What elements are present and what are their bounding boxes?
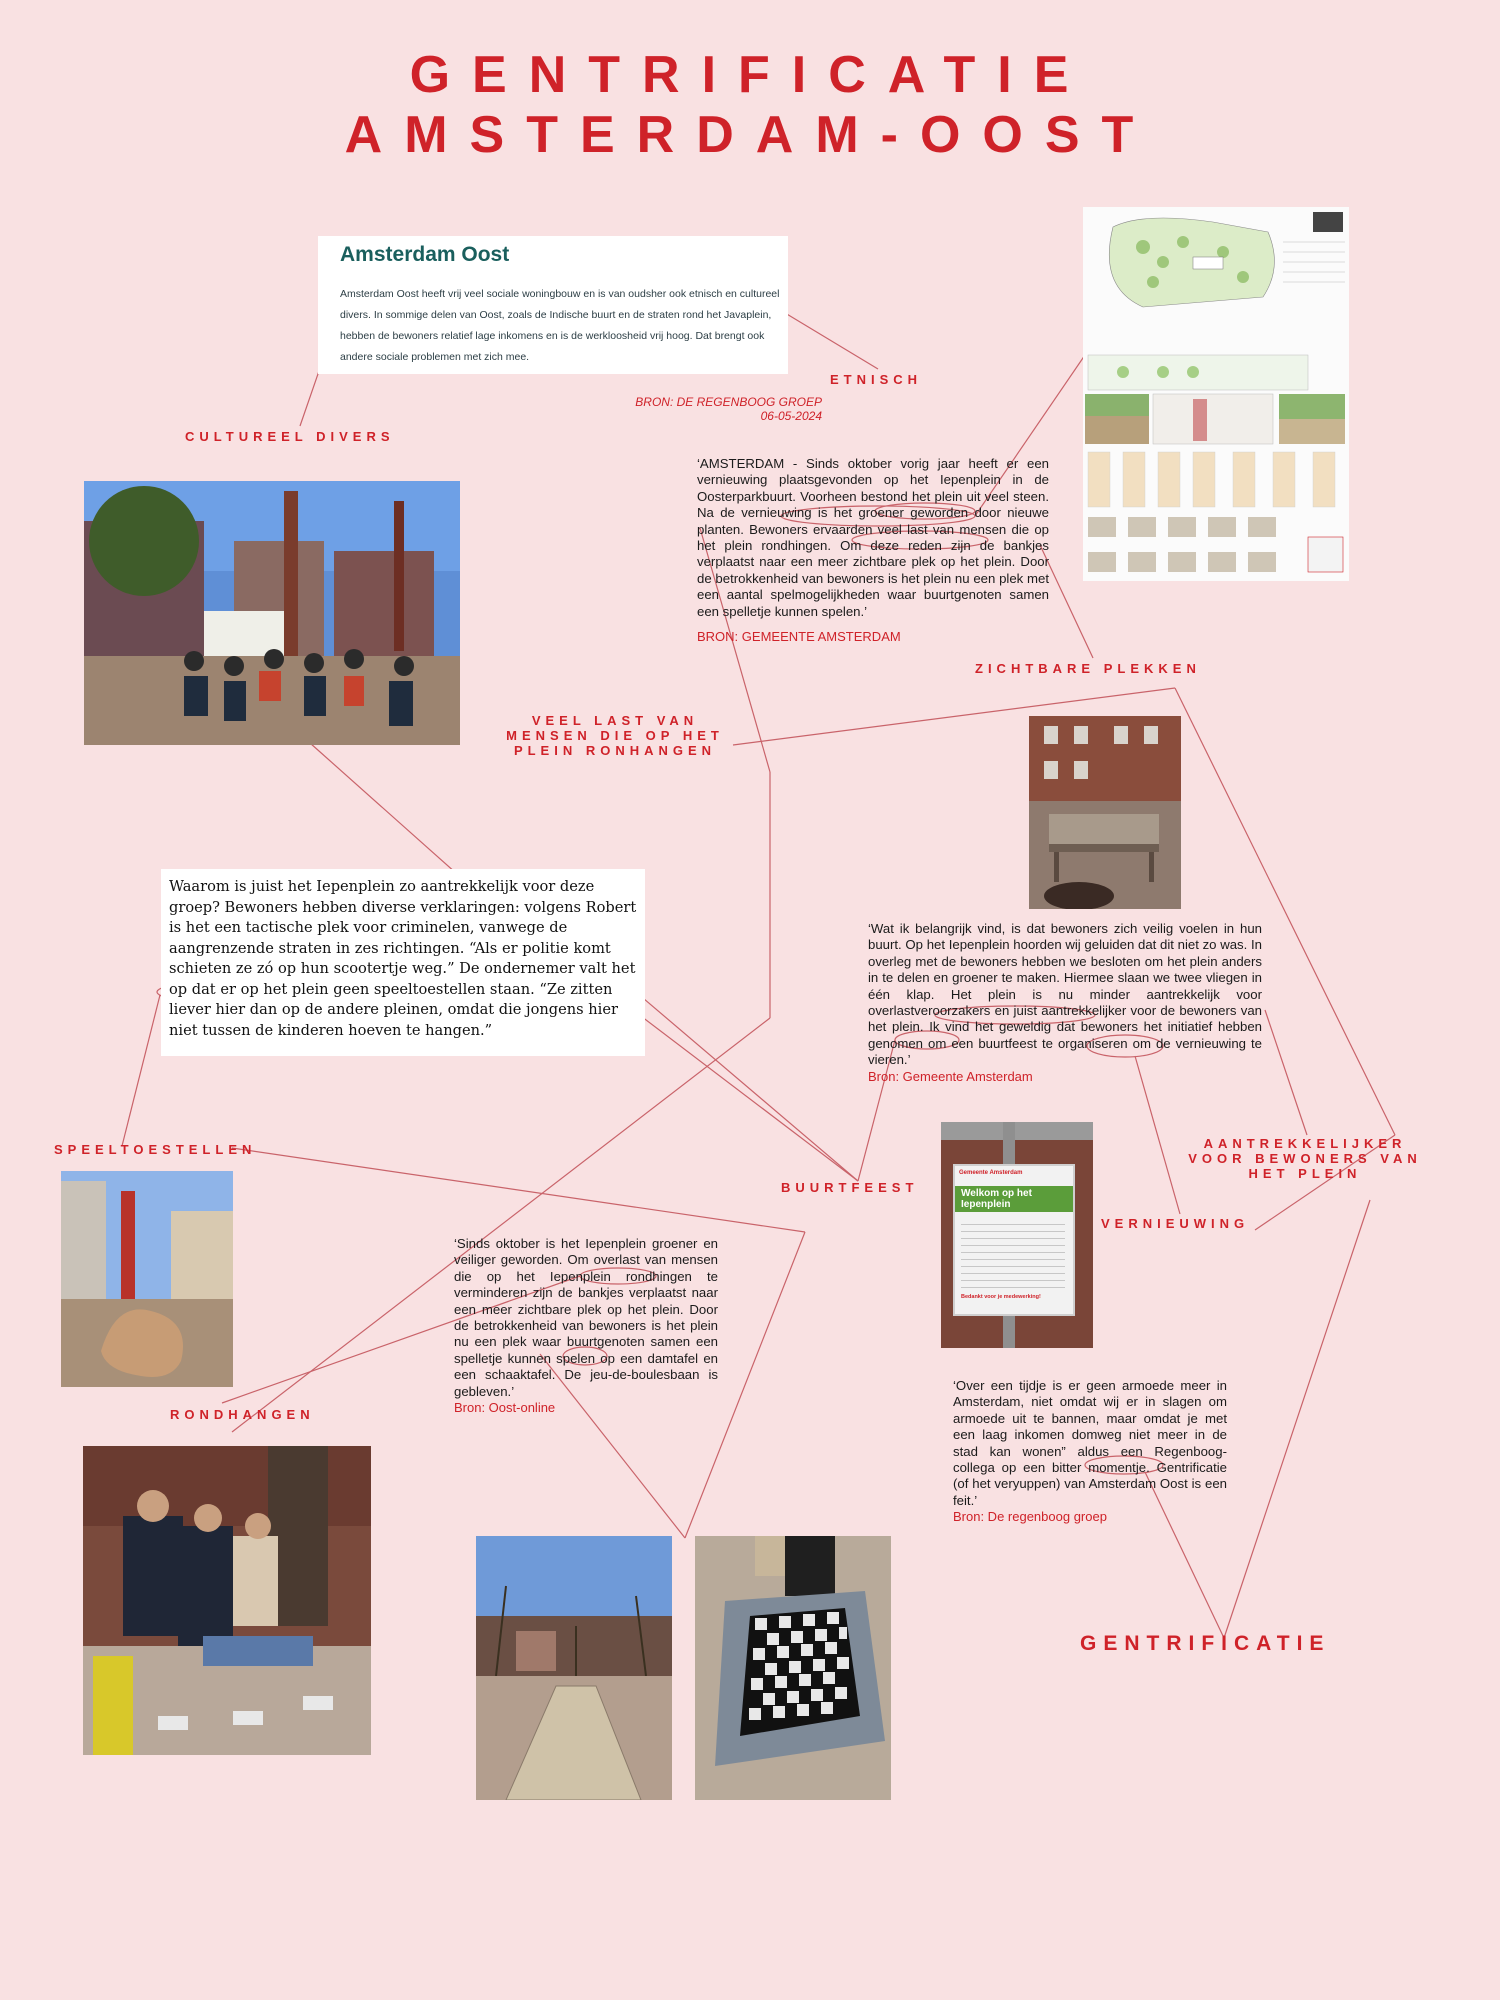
- keyword-gentrificatie: GENTRIFICATIE: [1080, 1632, 1331, 1655]
- quote-wat-ik-text: ‘Wat ik belangrijk vind, is dat bewoners zich veilig voelen in hun buurt. Op het Iepenplein hoorden wij geluiden dat dit niet zo was. In overleg met de bewoners hebben we besloten om het plein anders in te delen en groener te maken. Hiermee slaan we twee vliegen in één klap. Het plein is nu minder aantrekkelijk voor overlastveroorzakers en juist aantrekkelijker voor de bewoners van het plein. Ik vind het geweldig dat bewoners het initiatief hebben genomen om een buurtfeest te organiseren om de vernieuwing te vieren.’: [868, 921, 1262, 1068]
- keyword-aantrekkelijker: AANTREKKELIJKER VOOR BEWONERS VAN HET PLEIN: [1188, 1136, 1422, 1181]
- keyword-rondhangen: RONDHANGEN: [170, 1407, 315, 1422]
- photo-bench: [1029, 716, 1181, 909]
- quote-gemeente-amsterdam: [697, 456, 1049, 645]
- page-title-line-1: GENTRIFICATIE: [409, 46, 1091, 104]
- article-source-label: BRON: DE REGENBOOG GROEP: [635, 395, 822, 409]
- keyword-speeltoestellen: SPEELTOESTELLEN: [54, 1142, 257, 1157]
- quote-oost-online: [454, 1236, 718, 1416]
- quote-gemeente-source: BRON: GEMEENTE AMSTERDAM: [697, 629, 901, 645]
- newspaper-quote-card: [161, 869, 645, 1056]
- photo-welcome-sign: [941, 1122, 1093, 1348]
- quote-gemeente-text: ‘AMSTERDAM - Sinds oktober vorig jaar heeft er een vernieuwing plaatsgevonden op het Iepenplein in de Oosterparkbuurt. Voorheen bestond het plein uit veel steen. Na de vernieuwing is het groener geworden door nieuwe planten. Bewoners ervaarden veel last van mensen die op het plein rondhingen. Om deze reden zijn de bankjes verplaatst naar een meer zichtbare plek op het plein. Door de betrokkenheid van bewoners is het plein nu een plek met een aantal spelmogelijkheden waar buurtgenoten samen een spelletje kunnen spelen.’: [697, 456, 1049, 619]
- photo-chess-table: [695, 1536, 891, 1800]
- sign-heading: Welkom op het Iepenplein: [955, 1186, 1073, 1212]
- keyword-etnisch: ETNISCH: [830, 372, 923, 387]
- keyword-cultureel-divers: CULTUREEL DIVERS: [185, 429, 395, 444]
- photo-jeu-de-boules-court: [476, 1536, 672, 1800]
- quote-oost-online-text: ‘Sinds oktober is het Iepenplein groener en veiliger geworden. Om overlast van mensen die op het Iepenplein rondhingen te verminderen zijn de bankjes verplaatst naar een meer zichtbare plek op het plein. Door de betrokkenheid van bewoners is het plein nu een plek waar buurtgenoten samen een spelletje kunnen spelen op een damtafel en een schaaktafel. De jeu-de-boulesbaan is gebleven.’: [454, 1236, 718, 1399]
- quote-regenboog: [953, 1378, 1227, 1526]
- article-source: [560, 395, 822, 423]
- quote-regenboog-source: Bron: De regenboog groep: [953, 1509, 1107, 1525]
- page-title-line-2: AMSTERDAM-OOST: [344, 106, 1156, 164]
- keyword-veel-last: VEEL LAST VAN MENSEN DIE OP HET PLEIN RONHANGEN: [506, 713, 724, 758]
- welcome-sign: [953, 1164, 1075, 1316]
- photo-play-sculpture: [61, 1171, 233, 1387]
- quote-wat-ik-belangrijk-vind: [868, 921, 1262, 1085]
- sign-footer: Bedankt voor je medewerking!: [961, 1294, 1041, 1300]
- keyword-buurtfeest: BUURTFEEST: [781, 1180, 919, 1195]
- article-body: Amsterdam Oost heeft vrij veel sociale woningbouw en is van oudsher ook etnisch en cultureel divers. In sommige delen van Oost, zoals de Indische buurt en de straten rond het Javaplein, hebben de bewoners relatief lage inkomens en is de werkloosheid vrij hoog. Dat brengt ook andere sociale problemen met zich mee.: [340, 288, 780, 363]
- quote-regenboog-text: ‘Over een tijdje is er geen armoede meer in Amsterdam, niet omdat wij er in slagen om armoede uit te bannen, maar omdat je met een laag inkomen domweg niet meer in de stad kan wonen” aldus een Regenboog-collega op een bitter momentje. Gentrificatie (of het veryuppen) van Amsterdam Oost is een feit.’: [953, 1378, 1227, 1508]
- sign-rules: [961, 1218, 1065, 1288]
- quote-oost-online-source: Bron: Oost-online: [454, 1400, 556, 1416]
- article-card: [318, 236, 788, 374]
- quote-wat-ik-source: Bron: Gemeente Amsterdam: [868, 1068, 1033, 1084]
- article-source-date: 06-05-2024: [760, 409, 822, 423]
- keyword-vernieuwing: VERNIEUWING: [1101, 1216, 1250, 1231]
- photo-youths-on-bench: [83, 1446, 371, 1755]
- sign-org: Gemeente Amsterdam: [959, 1170, 1023, 1176]
- article-heading: Amsterdam Oost: [340, 243, 510, 266]
- photo-square-crowd: [84, 481, 460, 745]
- keyword-zichtbare-plekken: ZICHTBARE PLEKKEN: [975, 661, 1201, 676]
- square-design-plan-image: [1083, 207, 1349, 581]
- newspaper-quote-text: Waarom is juist het Iepenplein zo aantrekkelijk voor deze groep? Bewoners hebben diverse verklaringen: volgens Robert is het een tactische plek voor criminelen, vanwege de aangrenzende straten in zes richtingen. “Als er politie komt schieten ze zó op hun scootertje weg.” De ondernemer valt het op dat er op het plein geen speeltoestellen staan. “Ze zitten liever hier dan op de andere pleinen, omdat die jongens hier niet tussen de kinderen hoeven te hangen.”: [169, 878, 637, 1039]
